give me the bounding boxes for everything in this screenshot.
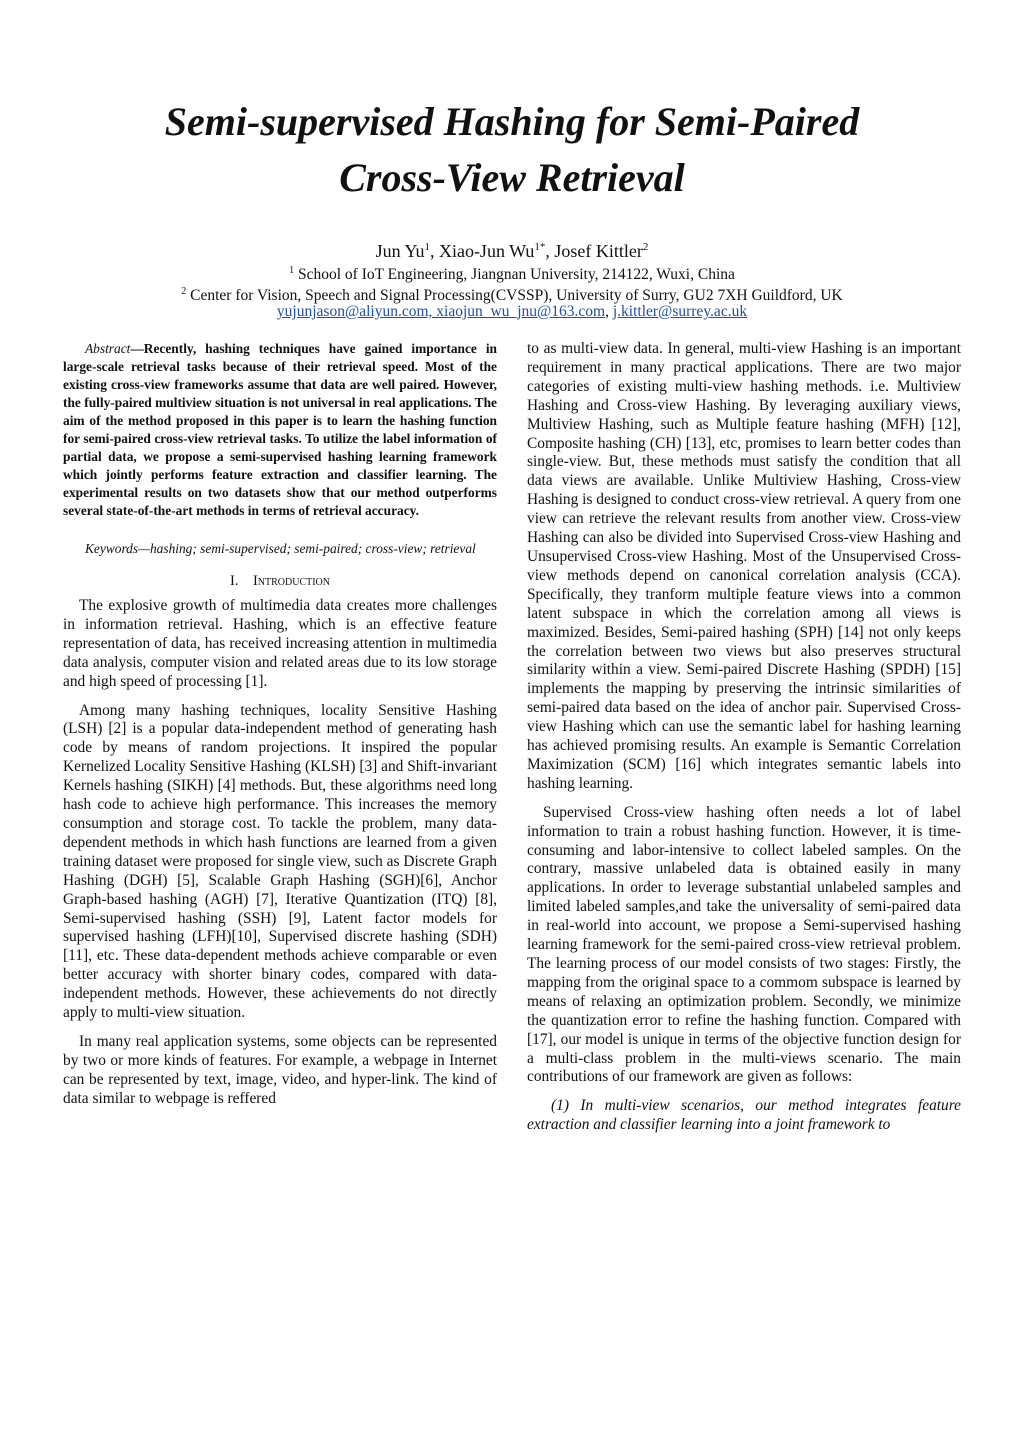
section-number: I. bbox=[229, 573, 239, 589]
email-link-1[interactable]: yujunjason@aliyun.com, xiaojun_wu_jnu@163.com bbox=[276, 303, 606, 320]
affiliation-text: Center for Vision, Speech and Signal Processing(CVSSP), University of Surry, GU2 7XH Guildford, UK bbox=[190, 287, 843, 305]
contribution-item: (1) In multi-view scenarios, our method integrates feature extraction and classifier learning into a joint framework to bbox=[527, 1097, 961, 1134]
author-separator: , bbox=[429, 241, 439, 261]
left-column bbox=[63, 340, 497, 1119]
body-paragraph: In many real application systems, some objects can be represented by two or more kinds of features. For example, a webpage in Internet can be represented by text, image, video, and hyper-link. The kind of data similar to webpage is reffered bbox=[63, 1032, 497, 1107]
section-heading bbox=[63, 572, 497, 590]
section-title: Introduction bbox=[252, 573, 330, 589]
email-separator: , bbox=[605, 303, 613, 320]
author-name: Josef Kittler bbox=[554, 241, 643, 261]
body-paragraph: Among many hashing techniques, locality Sensitive Hashing (LSH) [2] is a popular data-independent method of generating hash code by means of random projections. It inspired the popular Kernelized Locality Sensitive Hashing (KLSH) [3] and Shift-invariant Kernels hashing (SIKH) [4] methods. But, these algorithms need long hash code to achieve high performance. This increases the memory consumption and storage cost. To tackle the problem, many data-dependent methods in which hash functions are learned from a given training dataset were proposed for single view, such as Discrete Graph Hashing (DGH) [5], Scalable Graph Hashing (SGH)[6], Anchor Graph-based hashing (AGH) [7], Iterative Quantization (ITQ) [8], Semi-supervised hashing (SSH) [9], Latent factor models for supervised hashing (LFH)[10], Supervised discrete hashing (SDH)[11], etc. These data-dependent methods achieve comparable or even better accuracy with shorter binary codes, compared with data-independent methods. However, these achievements do not directly apply to multi-view situation. bbox=[63, 701, 497, 1022]
affiliation-mark: 2 bbox=[181, 286, 187, 297]
author-separator: , bbox=[545, 241, 555, 261]
title-line-1: Semi-supervised Hashing for Semi-Paired bbox=[164, 99, 860, 144]
author-affiliation-mark: 1* bbox=[534, 241, 546, 253]
affiliation-mark: 1 bbox=[289, 265, 295, 276]
right-column bbox=[527, 340, 961, 1145]
email-list bbox=[0, 302, 1024, 322]
abstract bbox=[63, 340, 497, 520]
author-list bbox=[0, 236, 1024, 262]
body-paragraph: Supervised Cross-view hashing often needs a lot of label information to train a robust hashing function. However, it is time-consuming and labor-intensive to collect labeled samples. On the contrary, massive unlabeled data is obtained easily in many applications. In order to leverage substantial unlabeled samples and limited labeled samples,and take the universality of semi-paired data in real-world into account, we propose a Semi-supervised hashing learning framework for the semi-paired cross-view retrieval problem. The learning process of our model consists of two stages: Firstly, the mapping from the original space to a commom subspace is learned by means of relaxing an optimization problem. Secondly, we minimize the quantization error to refine the hashing function. Compared with [17], our model is unique in terms of the objective function design for a multi-class problem in the multi-views scenario. The main contributions of our framework are given as follows: bbox=[527, 803, 961, 1086]
body-paragraph: The explosive growth of multimedia data creates more challenges in information retrieval. Hashing, which is an effective feature representation of data, has received increasing attention in multimedia data analysis, computer vision and related areas due to its low storage and high speed of processing [1]. bbox=[63, 597, 497, 690]
author-affiliation-mark: 2 bbox=[642, 241, 649, 253]
keywords: Keywords—hashing; semi-supervised; semi-paired; cross-view; retrieval bbox=[85, 541, 476, 556]
affiliation-text: School of IoT Engineering, Jiangnan University, 214122, Wuxi, China bbox=[297, 266, 735, 284]
author-name: Xiao-Jun Wu bbox=[438, 241, 535, 261]
title-line-2: Cross-View Retrieval bbox=[339, 155, 685, 200]
email-link-2[interactable]: j.kittler@surrey.ac.uk bbox=[612, 303, 748, 320]
abstract-text: —Recently, hashing techniques have gained importance in large-scale retrieval tasks because of their retrieval speed. Most of the existing cross-view frameworks assume that data are well paired. However, the fully-paired multiview situation is not universal in real applications. The aim of the method proposed in this paper is to learn the hashing function for semi-paired cross-view retrieval tasks. To utilize the label information of partial data, we propose a semi-supervised hashing learning framework which jointly performs feature extraction and classifier learning. The experimental results on two datasets show that our method outperforms several state-of-the-art methods in terms of retrieval accuracy. bbox=[63, 341, 497, 518]
author-name: Jun Yu bbox=[375, 241, 425, 261]
abstract-label: Abstract bbox=[85, 341, 131, 356]
body-paragraph: to as multi-view data. In general, multi-view Hashing is an important requirement in many practical applications. There are two major categories of existing multi-view hashing methods. i.e. Multiview Hashing and Cross-view Hashing. By leveraging auxiliary views, Multiview Hashing, such as Multiple feature hashing (MFH) [12], Composite hashing (CH) [13], etc, promises to learn better codes than single-view. But, these methods must satisfy the condition that all data views are available. Unlike Multiview Hashing, Cross-view Hashing is designed to conduct cross-view retrieval. A query from one view can retrieve the relevant results from another view. Cross-view Hashing can also be divided into Supervised Cross-view Hashing and Unsupervised Cross-view Hashing. Most of the Unsupervised Cross-view methods depend on canonical correlation analysis (CCA). Specifically, they tranform multiple feature views into a common latent subspace in which the correlation among all views is maximized. Besides, Semi-paired hashing (SPH) [14] not only keeps the correlation between two views but also preserves structural similarity within a view. Semi-paired Discrete Hashing (SPDH) [15] implements the mapping by preserving the intrinsic similarities of semi-paired data based on the idea of anchor pair. Supervised Cross-view Hashing which can use the semantic label for hashing learning has achieved promising results. An example is Semantic Correlation Maximization (SCM) [16] which integrates semantic labels into hashing learning. bbox=[527, 340, 961, 792]
paper-title bbox=[60, 94, 964, 206]
author-affiliation-mark: 1 bbox=[424, 241, 430, 253]
